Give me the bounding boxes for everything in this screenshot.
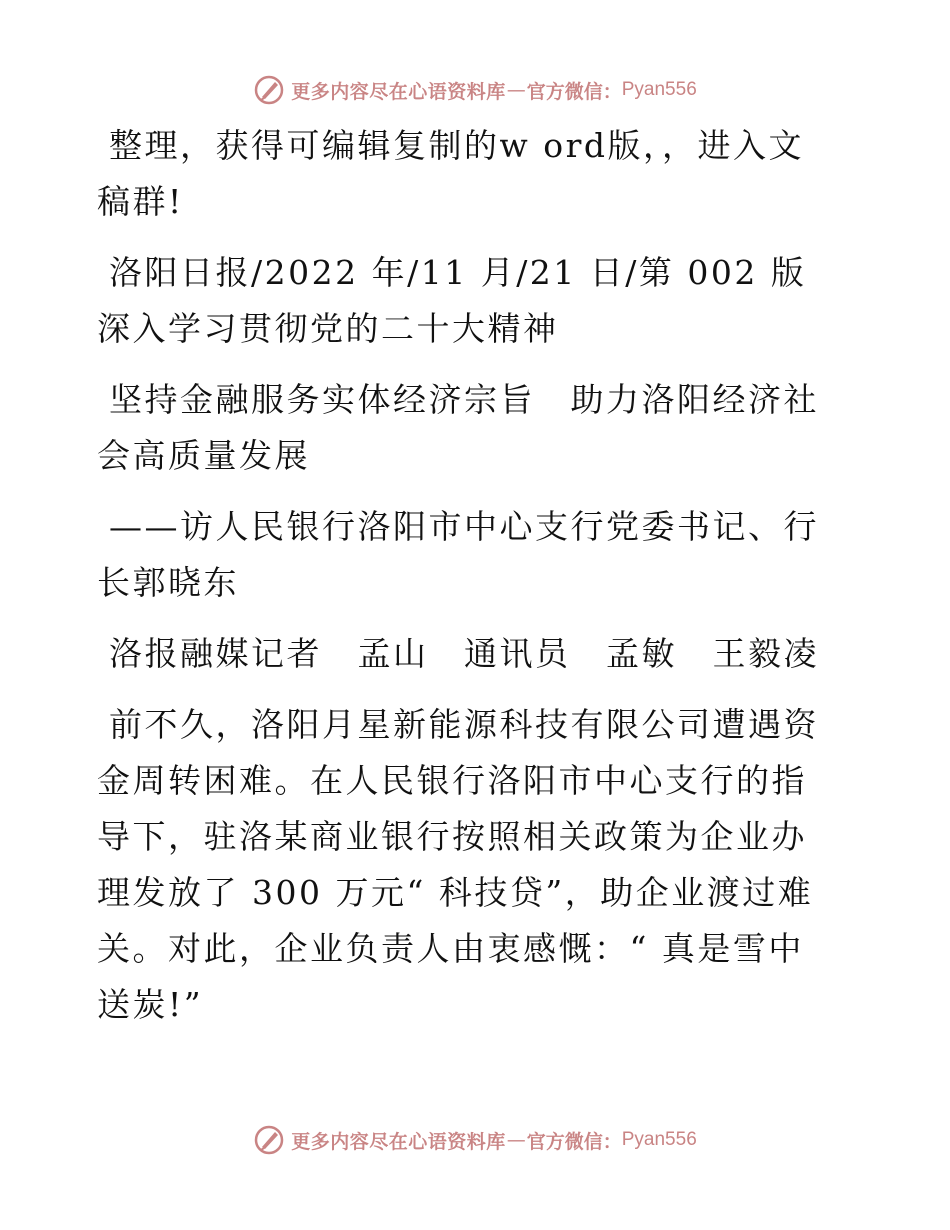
document-body bbox=[97, 118, 837, 1048]
banner-main-text: 更多内容尽在心语资料库 bbox=[291, 1130, 506, 1153]
paragraph-source: 洛阳日报/2022 年/11 月/21 日/第 002 版深入学习贯彻党的二十大精神 bbox=[97, 253, 807, 348]
article-title: 坚持金融服务实体经济宗旨 助力洛阳经济社会高质量发展 bbox=[97, 380, 819, 475]
header-banner bbox=[0, 70, 950, 110]
article-subtitle: ——访人民银行洛阳市中心支行党委书记、行长郭晓东 bbox=[97, 507, 819, 602]
paragraph-intro: 整理，获得可编辑复制的w ord版，，进入文稿群! bbox=[97, 126, 805, 221]
quill-logo-icon bbox=[253, 74, 285, 106]
banner-wechat-id: Pyan556 bbox=[621, 79, 697, 100]
paragraph-body: 前不久，洛阳月星新能源科技有限公司遭遇资金周转困难。在人民银行洛阳市中心支行的指导下，驻洛某商业银行按照相关政策为企业办理发放了 300 万元“ 科技贷”，助企业渡过难关。对此，企业负责人由衷感慨：“ 真是雪中送炭!” bbox=[97, 705, 819, 1024]
banner-dash: — bbox=[506, 1129, 526, 1151]
quill-logo-icon bbox=[253, 1124, 285, 1156]
banner-dash: — bbox=[506, 79, 526, 101]
footer-banner bbox=[0, 1120, 950, 1160]
banner-wechat-label: 官方微信： bbox=[526, 80, 622, 103]
article-byline: 洛报融媒记者 孟山 通讯员 孟敏 王毅凌 bbox=[109, 634, 819, 673]
banner-wechat-id: Pyan556 bbox=[621, 1129, 697, 1150]
banner-main-text: 更多内容尽在心语资料库 bbox=[291, 80, 506, 103]
banner-wechat-label: 官方微信： bbox=[526, 1130, 622, 1153]
